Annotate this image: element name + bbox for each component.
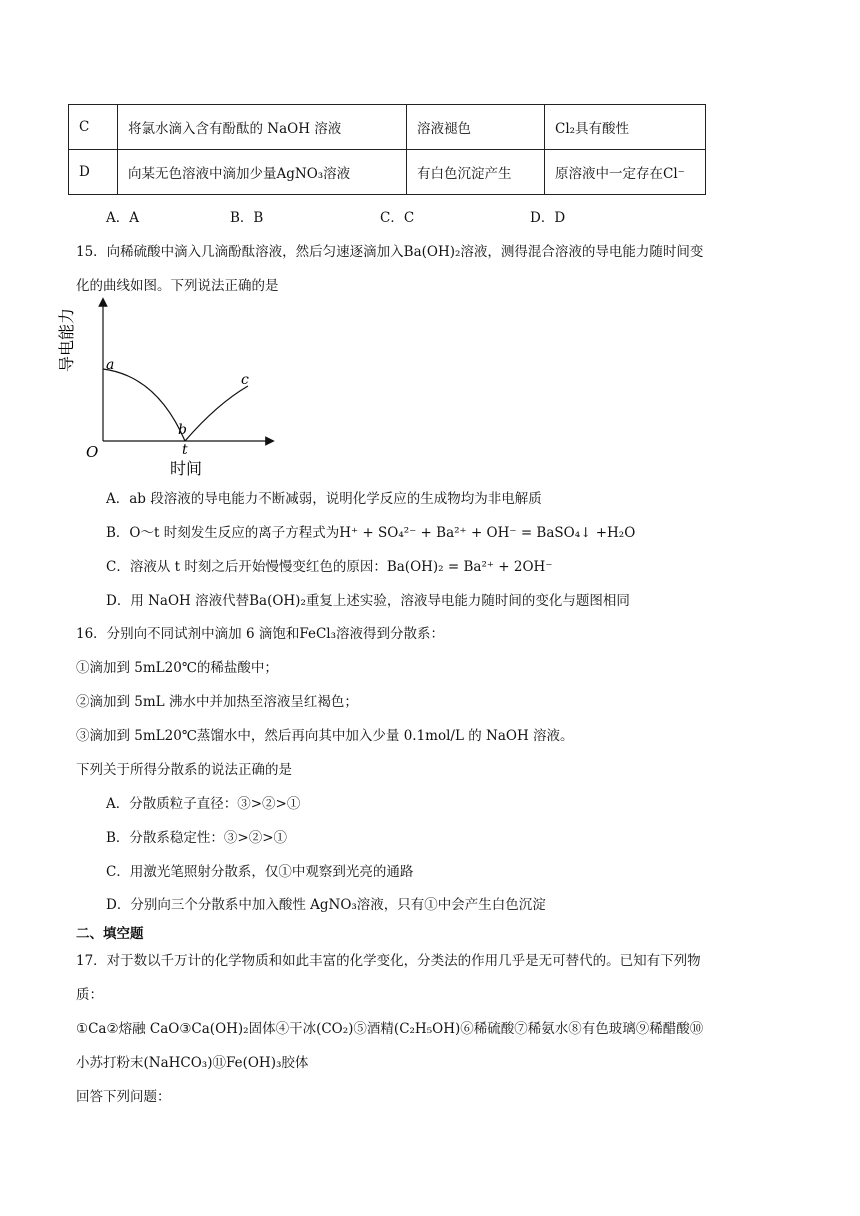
origin-label: O	[86, 443, 99, 461]
q16-step-2: ②滴加到 5mL 沸水中并加热至溶液呈红褐色；	[76, 694, 358, 710]
q16-step-1: ①滴加到 5mL20℃的稀盐酸中；	[76, 660, 278, 676]
row-conclusion: 原溶液中一定存在Cl⁻	[545, 150, 706, 195]
q17-line2: 质：	[76, 987, 103, 1003]
q15-option-a: A．ab 段溶液的导电能力不断减弱，说明化学反应的生成物均为非电解质	[106, 491, 542, 507]
q17-substances-cont: 小苏打粉末(NaHCO₃)⑪Fe(OH)₃胶体	[76, 1055, 309, 1071]
table-row	[69, 150, 706, 195]
q16-option-c: C．用激光笔照射分散系，仅①中观察到光亮的通路	[106, 864, 414, 880]
q16-option-b: B．分散系稳定性：③>②>①	[106, 830, 288, 846]
point-a-label: a	[106, 357, 115, 373]
q16-option-d: D．分别向三个分散系中加入酸性 AgNO₃溶液，只有①中会产生白色沉淀	[106, 897, 546, 913]
table-row	[69, 105, 706, 150]
q15-option-c: C．溶液从 t 时刻之后开始慢慢变红色的原因：Ba(OH)₂ = Ba²⁺ + 2OH⁻	[106, 559, 553, 575]
choice-d: D．D	[530, 210, 566, 226]
row-phenomenon: 溶液褪色	[407, 105, 545, 150]
row-operation: 向某无色溶液中滴加少量AgNO₃溶液	[118, 150, 407, 195]
point-b-label: b	[178, 422, 187, 438]
q15-option-b: B．O～t 时刻发生反应的离子方程式为H⁺ + SO₄²⁻ + Ba²⁺ + OH⁻ = BaSO₄↓ +H₂O	[106, 525, 636, 541]
y-axis-label: 导电能力	[57, 307, 76, 373]
q16-stem: 16．分别向不同试剂中滴加 6 滴饱和FeCl₃溶液得到分散系：	[76, 626, 445, 642]
q17-substances: ①Ca②熔融 CaO③Ca(OH)₂固体④干冰(CO₂)⑤酒精(C₂H₅OH)⑥稀硫酸⑦稀氨水⑧有色玻璃⑨稀醋酸⑩	[76, 1021, 704, 1037]
row-phenomenon: 有白色沉淀产生	[407, 150, 545, 195]
q17-prompt: 回答下列问题：	[76, 1089, 171, 1105]
choice-c: C．C	[380, 210, 415, 226]
conductivity-graph	[57, 298, 282, 480]
q15-stem-line1: 15．向稀硫酸中滴入几滴酚酞溶液，然后匀速逐滴加入Ba(OH)₂溶液，测得混合溶液的导电能力随时间变	[76, 244, 704, 260]
section-heading: 二、填空题	[76, 926, 144, 942]
q17-line1: 17．对于数以千万计的化学物质和如此丰富的化学变化，分类法的作用几乎是无可替代的。已知有下列物	[76, 953, 701, 969]
row-label: D	[69, 150, 118, 195]
curve-bc	[185, 386, 248, 441]
q14-choices	[106, 206, 565, 226]
choice-a: A．A	[106, 210, 139, 226]
q15-stem-line2: 化的曲线如图。下列说法正确的是	[76, 278, 279, 294]
q16-step-3: ③滴加到 5mL20℃蒸馏水中，然后再向其中加入少量 0.1mol/L 的 NaOH 溶液。	[76, 728, 574, 744]
experiment-table	[68, 104, 706, 195]
q16-question: 下列关于所得分散系的说法正确的是	[76, 762, 292, 778]
row-conclusion: Cl₂具有酸性	[545, 105, 706, 150]
row-label: C	[69, 105, 118, 150]
q15-option-d: D．用 NaOH 溶液代替Ba(OH)₂重复上述实验，溶液导电能力随时间的变化与题图相同	[106, 593, 630, 609]
q16-option-a: A．分散质粒子直径：③>②>①	[106, 796, 301, 812]
point-c-label: c	[241, 372, 249, 388]
x-axis-label: 时间	[169, 459, 203, 478]
curve-ab	[103, 369, 185, 441]
choice-b: B．B	[230, 210, 264, 226]
row-operation: 将氯水滴入含有酚酞的 NaOH 溶液	[118, 105, 407, 150]
point-t-label: t	[182, 442, 188, 458]
